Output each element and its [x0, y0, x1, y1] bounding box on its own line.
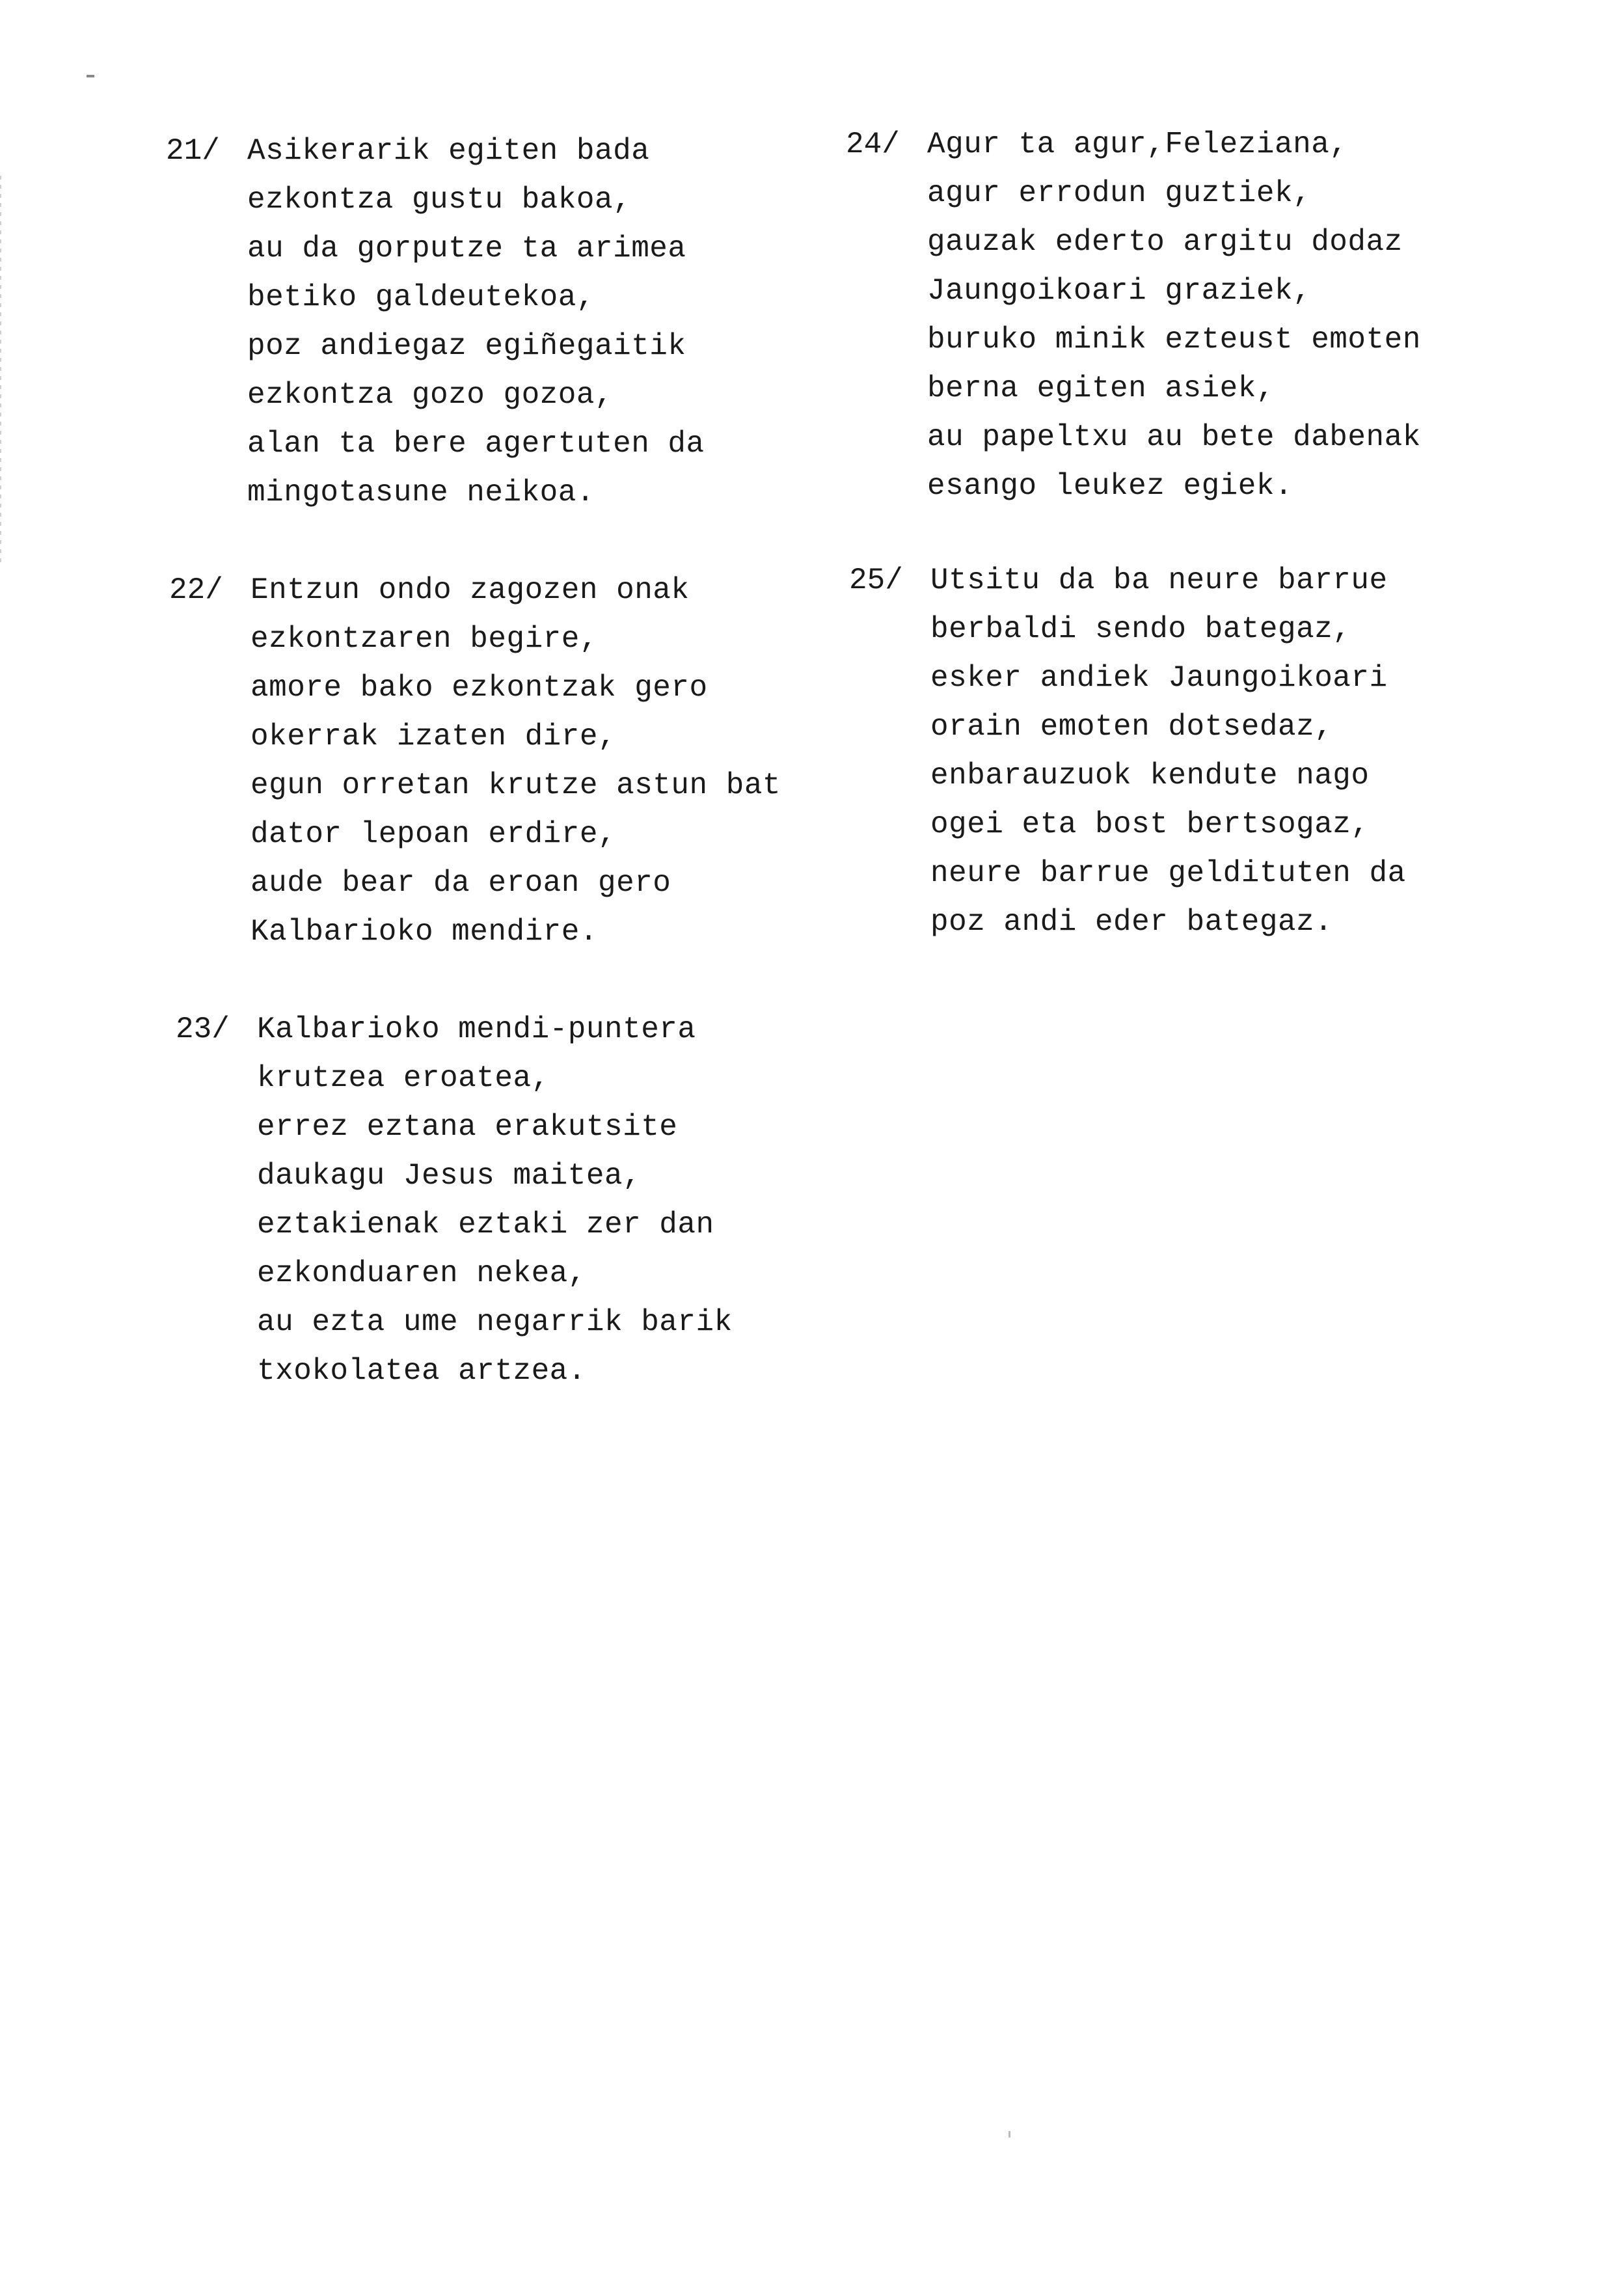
- scan-speck: [87, 75, 94, 77]
- verse-line: poz andi eder bategaz.: [930, 905, 1333, 939]
- verse-line: eztakienak eztaki zer dan: [257, 1208, 714, 1242]
- verse-line: esango leukez egiek.: [927, 469, 1293, 503]
- verse-line: poz andiegaz egiñegaitik: [247, 329, 686, 363]
- verse-number: 21/: [166, 134, 220, 168]
- verse-line: ogei eta bost bertsogaz,: [930, 808, 1370, 841]
- verse-line: berna egiten asiek,: [927, 372, 1275, 405]
- verse-line: Entzun ondo zagozen onak: [250, 573, 690, 607]
- verse-line: krutzea eroatea,: [257, 1061, 550, 1095]
- verse-line: au da gorputze ta arimea: [247, 232, 686, 265]
- verse-line: Agur ta agur,Feleziana,: [927, 128, 1348, 161]
- verse-line: ezkonduaren nekea,: [257, 1256, 586, 1290]
- verse-21: [166, 127, 882, 517]
- verse-number: 22/: [169, 573, 223, 607]
- verse-line: berbaldi sendo bategaz,: [930, 612, 1351, 646]
- verse-lines: [257, 1005, 891, 1396]
- verse-line: errez eztana erakutsite: [257, 1110, 678, 1144]
- verse-line: daukagu Jesus maitea,: [257, 1159, 642, 1193]
- verse-line: okerrak izaten dire,: [250, 720, 617, 754]
- verse-22: [169, 566, 885, 957]
- verse-lines: [930, 556, 1565, 947]
- verse-line: buruko minik ezteust emoten: [927, 323, 1421, 357]
- verse-line: gauzak ederto argitu dodaz: [927, 225, 1403, 259]
- scan-margin-artifact: [0, 176, 1, 566]
- verse-line: dator lepoan erdire,: [250, 817, 617, 851]
- verse-line: ezkontza gustu bakoa,: [247, 183, 632, 217]
- verse-line: Jaungoikoari graziek,: [927, 274, 1312, 308]
- verse-line: agur errodun guztiek,: [927, 176, 1312, 210]
- verse-line: neure barrue geldituten da: [930, 856, 1406, 890]
- verse-number: 24/: [846, 128, 900, 161]
- verse-line: ezkontza gozo gozoa,: [247, 378, 614, 412]
- verse-line: Asikerarik egiten bada: [247, 134, 650, 168]
- verse-line: au ezta ume negarrik barik: [257, 1305, 733, 1339]
- verse-line: Utsitu da ba neure barrue: [930, 564, 1388, 597]
- verse-line: egun orretan krutze astun bat: [250, 768, 781, 802]
- verse-line: ezkontzaren begire,: [250, 622, 598, 656]
- verse-lines: [247, 127, 882, 517]
- verse-23: [176, 1005, 891, 1396]
- verse-number: 25/: [849, 564, 903, 597]
- scan-speck: [1008, 2131, 1010, 2138]
- verse-line: esker andiek Jaungoikoari: [930, 661, 1388, 695]
- verse-line: au papeltxu au bete dabenak: [927, 420, 1421, 454]
- verse-lines: [250, 566, 885, 957]
- verse-line: aude bear da eroan gero: [250, 866, 671, 900]
- verse-line: mingotasune neikoa.: [247, 476, 595, 509]
- verse-line: txokolatea artzea.: [257, 1354, 586, 1388]
- verse-line: alan ta bere agertuten da: [247, 427, 705, 461]
- verse-line: Kalbarioko mendire.: [250, 915, 598, 949]
- verse-line: amore bako ezkontzak gero: [250, 671, 708, 705]
- verse-line: Kalbarioko mendi-puntera: [257, 1012, 696, 1046]
- verse-line: orain emoten dotsedaz,: [930, 710, 1333, 744]
- verse-lines: [927, 120, 1562, 511]
- verse-25: [849, 556, 1565, 947]
- verse-line: enbarauzuok kendute nago: [930, 759, 1370, 793]
- verse-number: 23/: [176, 1012, 230, 1046]
- verse-line: betiko galdeutekoa,: [247, 280, 595, 314]
- verse-24: [846, 120, 1562, 511]
